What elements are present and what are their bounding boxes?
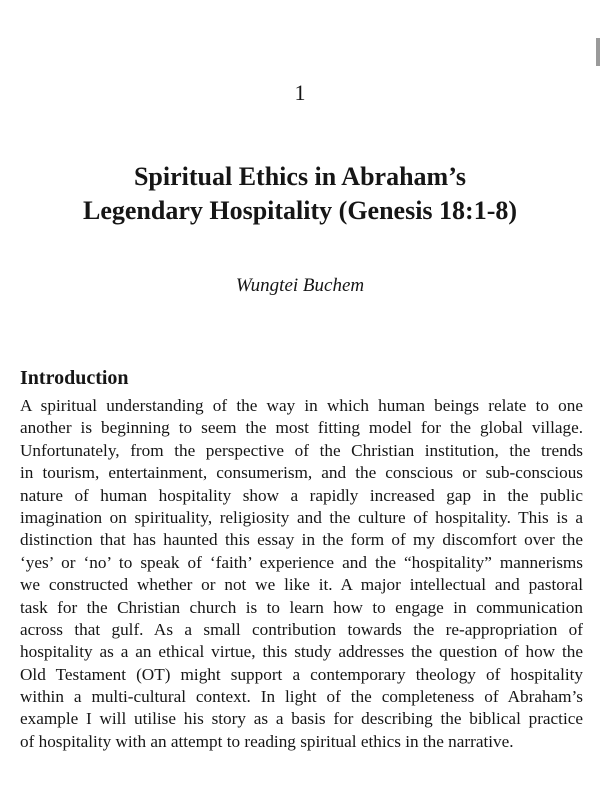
paragraph-line: across that gulf. As a small contribution towards the re-appropriation of [20, 619, 583, 639]
chapter-title-line-2: Legendary Hospitality (Genesis 18:1-8) [82, 196, 518, 225]
paragraph-line: within a multi-cultural context. In light of the completeness of Abraham’s [20, 687, 583, 707]
paragraph-line: example I will utilise his story as a basis for describing the biblical practice [20, 709, 583, 729]
paragraph-line: imagination on spirituality, religiosity and the culture of hospitality. This is a [20, 507, 583, 527]
section-heading: Introduction [20, 367, 129, 389]
paragraph-line: Unfortunately, from the perspective of the Christian institution, the trends [20, 440, 583, 460]
paragraph-line: nature of human hospitality show a rapidly increased gap in the public [20, 485, 583, 505]
paragraph-line: A spiritual understanding of the way in which human beings relate to one [20, 396, 583, 415]
paragraph-line: task for the Christian church is to learn how to engage in communication [20, 597, 583, 617]
paragraph-line: Old Testament (OT) might support a contemporary theology of hospitality [20, 664, 583, 684]
paragraph-line: of hospitality with an attempt to reading spiritual ethics in the narrative. [20, 731, 514, 751]
page-edge-mark [596, 38, 600, 66]
paragraph-line: we constructed whether or not we like it. A major intellectual and pastoral [20, 575, 583, 595]
paragraph-line: in tourism, entertainment, consumerism, and the conscious or sub-conscious [20, 463, 583, 483]
chapter-title [0, 160, 600, 228]
author-name: Wungtei Buchem [235, 275, 365, 296]
chapter-title-line-1: Spiritual Ethics in Abraham’s [133, 162, 467, 191]
paragraph-line: distinction that has haunted this essay in the form of my discomfort over the [20, 530, 583, 550]
body-paragraph [20, 395, 583, 753]
paragraph-line: another is beginning to seem the most fitting model for the global village. [20, 418, 583, 438]
chapter-number: 1 [294, 80, 306, 105]
paragraph-line: ‘yes’ or ‘no’ to speak of ‘faith’ experience and the “hospitality” mannerisms [20, 552, 583, 572]
paragraph-line: hospitality as a an ethical virtue, this study addresses the question of how the [20, 642, 583, 662]
